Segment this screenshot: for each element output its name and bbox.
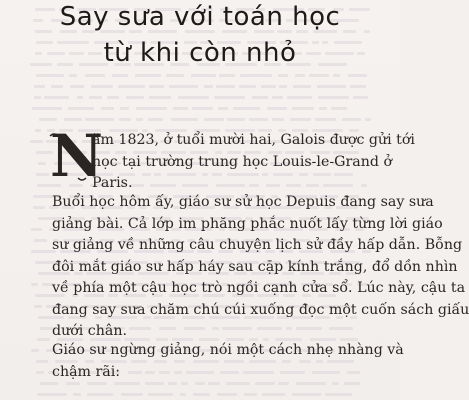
bleed-stroke: [101, 107, 114, 110]
bleed-stroke: [292, 107, 314, 110]
bleed-stroke: [33, 206, 45, 209]
bleed-stroke: [252, 96, 269, 99]
bleed-stroke: [272, 96, 283, 99]
paragraph-line: sư giảng về những câu chuyện lịch sử đầy hấp dẫn. Bỗng: [52, 237, 463, 253]
bleed-stroke: [31, 228, 43, 231]
bleed-stroke: [267, 107, 287, 110]
bleed-stroke: [69, 74, 77, 77]
bleed-stroke: [233, 107, 260, 110]
bleed-stroke: [350, 85, 367, 88]
bleed-stroke: [148, 118, 163, 121]
bleed-stroke: [315, 118, 336, 121]
bleed-stroke: [36, 173, 48, 176]
bleed-stroke: [353, 96, 368, 99]
bleed-stroke: [118, 85, 146, 88]
bleed-stroke: [309, 74, 329, 77]
bleed-stroke: [126, 96, 145, 99]
bleed-stroke: [37, 393, 67, 396]
bleed-stroke: [35, 129, 41, 132]
bleed-stroke: [240, 74, 272, 77]
chapter-title-line-2: từ khi còn nhỏ: [103, 38, 297, 68]
bleed-stroke: [31, 283, 38, 286]
bleed-stroke: [262, 393, 285, 396]
bleed-stroke: [87, 393, 113, 396]
bleed-stroke: [91, 85, 113, 88]
bleed-stroke: [149, 96, 171, 99]
bleed-stroke: [272, 118, 284, 121]
bleed-stroke: [180, 393, 186, 396]
bleed-stroke: [193, 393, 210, 396]
paragraph-2: [52, 192, 469, 343]
bleed-stroke: [293, 85, 311, 88]
bleed-stroke: [191, 74, 216, 77]
paragraph-line: Paris.: [92, 175, 133, 191]
bleed-stroke: [279, 85, 287, 88]
bleed-stroke: [136, 118, 143, 121]
bleed-stroke: [120, 107, 129, 110]
paragraph-line: dưới chân.: [52, 323, 127, 339]
bleed-stroke: [218, 107, 227, 110]
bleed-stroke: [77, 96, 84, 99]
bleed-stroke: [107, 96, 119, 99]
paragraph-3: [52, 340, 404, 383]
bleed-stroke: [34, 85, 45, 88]
bleed-stroke: [319, 107, 327, 110]
paragraph-line: đang say sưa chăm chú cúi xuống đọc một cuốn sách giấu: [52, 301, 469, 318]
bleed-stroke: [89, 96, 102, 99]
paragraph-line: ăm 1823, ở tuổi mười hai, Galois được gửi tới: [92, 132, 415, 148]
paragraph-1: [50, 122, 415, 195]
bleed-stroke: [290, 118, 311, 121]
paragraph-line: giảng bài. Cả lớp im phăng phắc nuốt lấy từng lời giáo: [52, 215, 443, 232]
paragraph-line: Buổi học hôm ấy, giáo sư sử học Depuis đang say sưa: [52, 194, 434, 210]
bleed-stroke: [166, 74, 184, 77]
bleed-stroke: [331, 107, 347, 110]
bleed-stroke: [249, 118, 268, 121]
bleed-stroke: [219, 74, 235, 77]
bleed-stroke: [365, 118, 371, 121]
bleed-stroke: [278, 74, 288, 77]
bleed-stroke: [119, 118, 131, 121]
bleed-stroke: [149, 85, 164, 88]
bleed-stroke: [227, 118, 245, 121]
bleed-stroke: [135, 74, 161, 77]
bleed-stroke: [216, 85, 235, 88]
bleed-stroke: [36, 360, 48, 363]
bleed-stroke: [32, 107, 62, 110]
bleed-stroke: [261, 85, 276, 88]
bleed-stroke: [348, 74, 367, 77]
bleed-stroke: [342, 118, 361, 121]
bleed-stroke: [51, 85, 63, 88]
paragraph-line: Giáo sư ngừng giảng, nói một cách nhẹ nhàng và: [52, 342, 404, 358]
bleed-stroke: [85, 74, 105, 77]
paragraph-line: về phía một cậu học trò ngồi cạnh cửa sổ. Lúc này, cậu ta: [52, 280, 466, 296]
bleed-stroke: [325, 393, 352, 396]
bleed-stroke: [112, 74, 128, 77]
bleed-stroke: [34, 96, 41, 99]
bleed-stroke: [34, 239, 47, 242]
bleed-stroke: [36, 74, 64, 77]
bleed-stroke: [44, 96, 69, 99]
bleed-stroke: [204, 118, 224, 121]
bleed-stroke: [292, 393, 322, 396]
bleed-stroke: [136, 107, 167, 110]
bleed-stroke: [214, 96, 245, 99]
paragraph-line: chậm rãi:: [52, 363, 121, 380]
bleed-stroke: [178, 96, 209, 99]
bleed-stroke: [30, 140, 42, 143]
chapter-title-line-1: Say sưa với toán học: [59, 2, 341, 32]
bleed-stroke: [64, 118, 81, 121]
bleed-stroke: [70, 85, 84, 88]
bleed-stroke: [171, 118, 198, 121]
bleed-stroke: [37, 338, 50, 341]
bleed-stroke: [39, 118, 57, 121]
paragraph-line: học tại trường trung học Louis-le-Grand ở: [92, 153, 393, 170]
bleed-stroke: [121, 393, 143, 396]
bleed-stroke: [295, 74, 305, 77]
bleed-stroke: [169, 85, 198, 88]
bleed-stroke: [68, 107, 95, 110]
bleed-stroke: [38, 162, 46, 165]
bleed-stroke: [31, 349, 39, 352]
bleed-stroke: [287, 96, 312, 99]
bleed-stroke: [217, 393, 237, 396]
bleed-stroke: [239, 85, 255, 88]
bleed-stroke: [85, 118, 114, 121]
bleed-stroke: [361, 184, 367, 187]
drop-cap-letter: N: [50, 122, 104, 190]
bleed-stroke: [34, 305, 42, 308]
bleed-stroke: [73, 393, 82, 396]
paragraph-line: đôi mắt giáo sư hấp háy sau cặp kính trắng, đổ dồn nhìn: [52, 258, 458, 275]
bleed-stroke: [318, 96, 349, 99]
bleed-stroke: [148, 393, 173, 396]
bleed-stroke: [192, 107, 212, 110]
bleed-stroke: [244, 393, 256, 396]
bleed-stroke: [333, 74, 340, 77]
bleed-stroke: [36, 371, 44, 374]
bleed-stroke: [317, 85, 346, 88]
bleed-stroke: [173, 107, 188, 110]
bleed-stroke: [204, 85, 212, 88]
